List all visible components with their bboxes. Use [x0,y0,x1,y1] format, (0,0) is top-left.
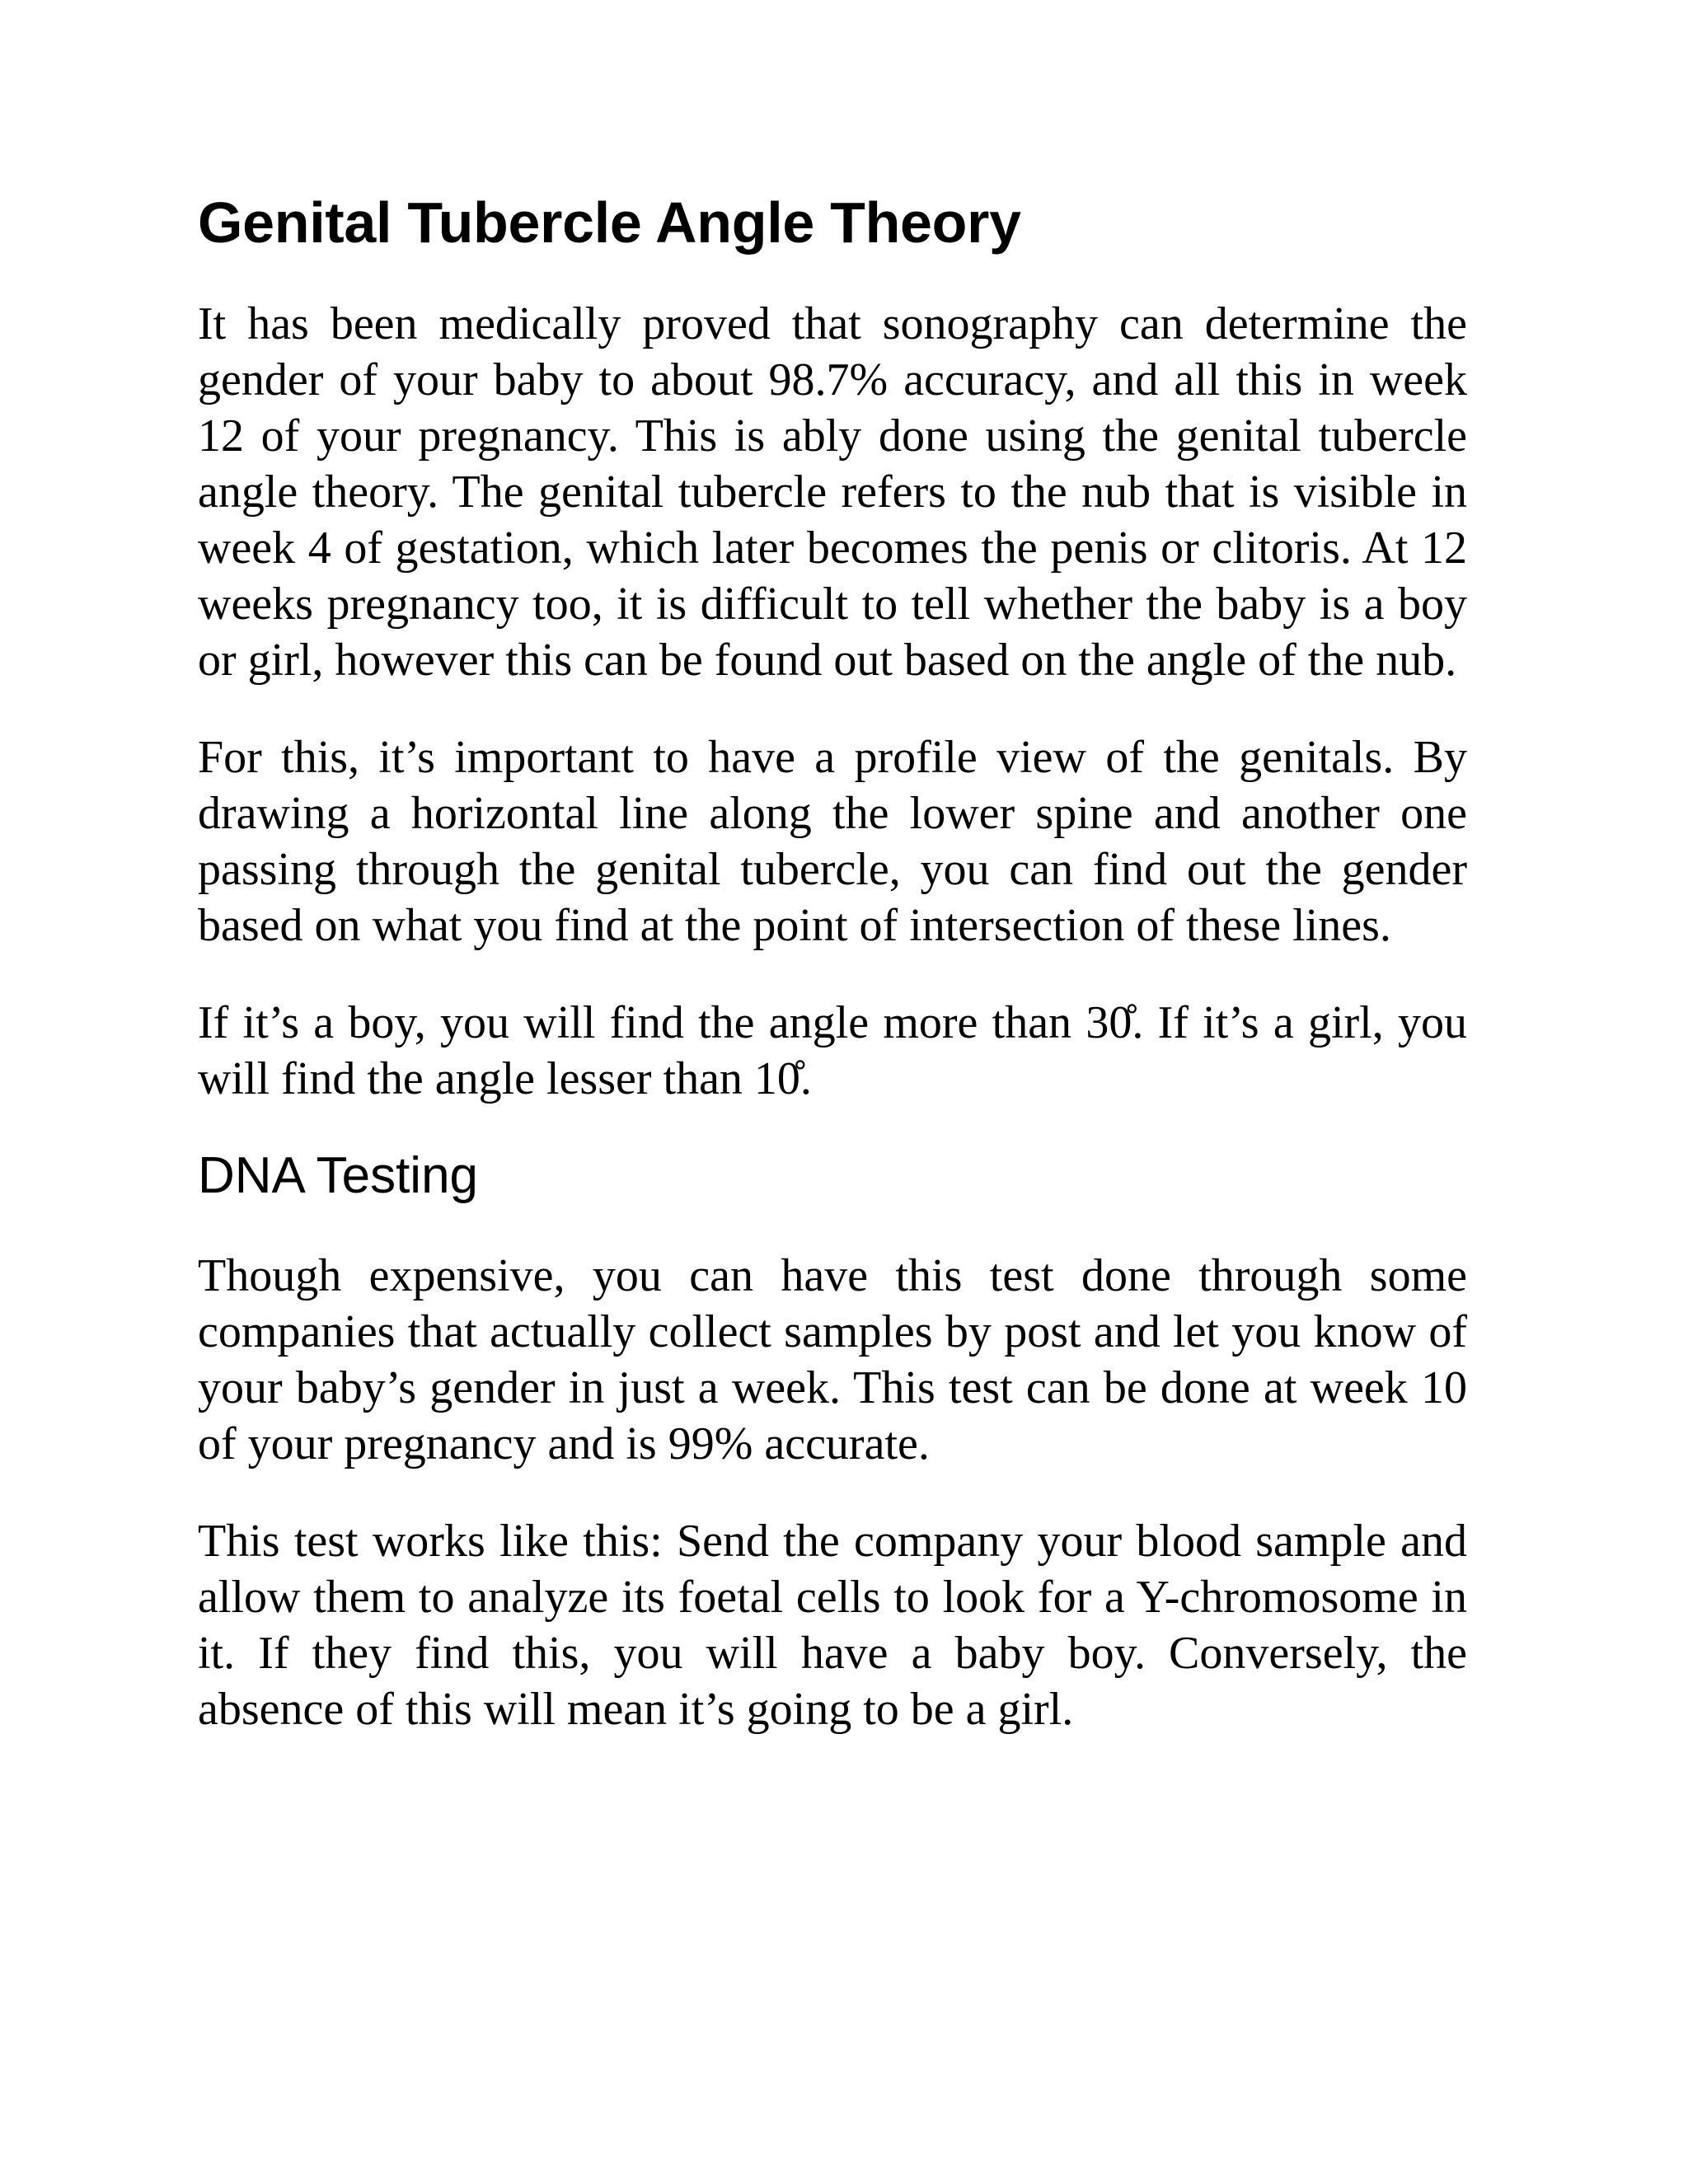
heading-dna-testing: DNA Testing [198,1146,479,1204]
paragraph-profile-view: For this, it’s important to have a profile view of the genitals. By drawing a horizontal line along the lower spine and another one passing through the genital tubercle, you can find out the gender based on what you find at the point of intersection of these lines. [198,731,1467,951]
heading-genital-tubercle-angle-theory: Genital Tubercle Angle Theory [198,190,1021,255]
paragraph-dna-test-process: This test works like this: Send the company your blood sample and allow them to analyze its foetal cells to look for a Y-chromosome in it. If they find this, you will have a baby boy. Conversely, the absence of this will mean it’s going to be a girl. [198,1515,1467,1735]
document-page [198,190,1467,1737]
paragraph-sonography-accuracy: It has been medically proved that sonography can determine the gender of your baby to about 98.7% accuracy, and all this in week 12 of your pregnancy. This is ably done using the genital tubercle angle theory. The genital tubercle refers to the nub that is visible in week 4 of gestation, which later becomes the penis or clitoris. At 12 weeks pregnancy too, it is difficult to tell whether the baby is a boy or girl, however this can be found out based on the angle of the nub. [198,298,1467,686]
paragraph-angle-result: If it’s a boy, you will find the angle more than 30̊. If it’s a girl, you will find the angle lesser than 10̊. [198,996,1467,1104]
paragraph-dna-test-overview: Though expensive, you can have this test done through some companies that actually collect samples by post and let you know of your baby’s gender in just a week. This test can be done at week 10 of your pregnancy and is 99% accurate. [198,1249,1467,1469]
